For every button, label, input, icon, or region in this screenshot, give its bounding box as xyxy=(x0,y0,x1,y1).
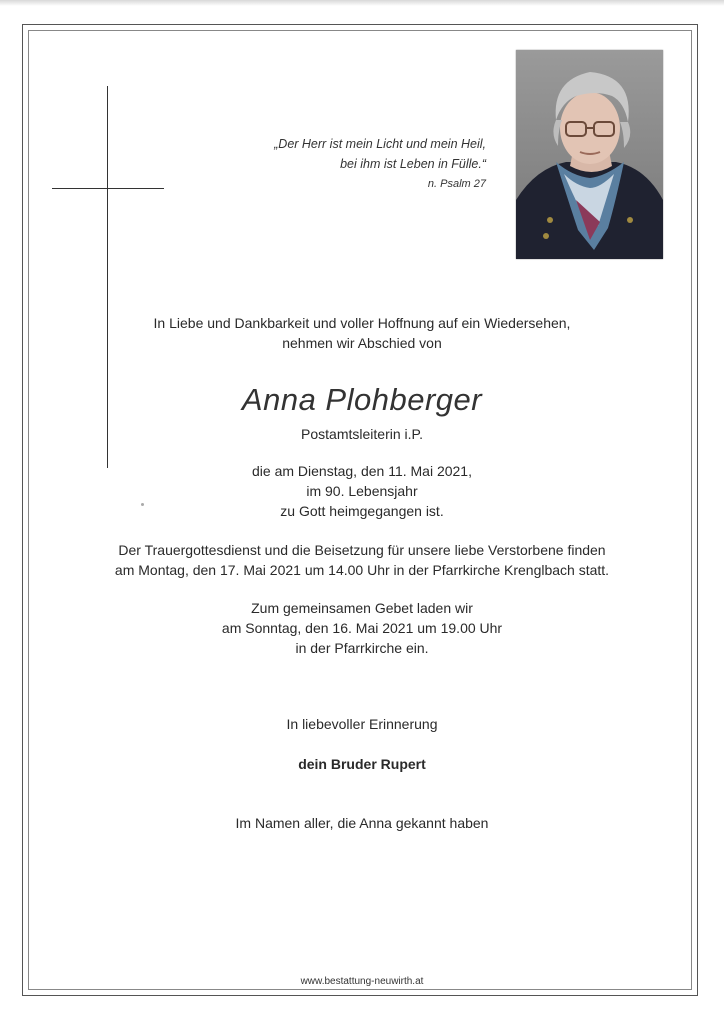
prayer-line-3: in der Pfarrkirche ein. xyxy=(295,640,429,656)
mourners-line: Im Namen aller, die Anna gekannt haben xyxy=(235,815,489,831)
intro-text xyxy=(0,313,724,353)
cross-icon-horizontal xyxy=(52,188,164,189)
footer-url[interactable]: www.bestattung-neuwirth.at xyxy=(300,976,424,987)
prayer-notice xyxy=(0,598,724,658)
quote-line-2: bei ihm ist Leben in Fülle.“ xyxy=(340,157,486,171)
intro-line-2: nehmen wir Abschied von xyxy=(282,335,442,351)
quote-source: n. Psalm 27 xyxy=(427,178,486,190)
funeral-line-2: am Montag, den 17. Mai 2021 um 14.00 Uhr in der Pfarrkirche Krenglbach statt. xyxy=(114,562,610,578)
death-line-3: zu Gott heimgegangen ist. xyxy=(280,503,444,519)
memory-line: In liebevoller Erinnerung xyxy=(286,716,438,732)
scan-speck xyxy=(141,503,144,506)
scan-edge-shadow xyxy=(0,0,724,6)
signature: dein Bruder Rupert xyxy=(298,756,426,772)
prayer-line-2: am Sonntag, den 16. Mai 2021 um 19.00 Uhr xyxy=(221,620,503,636)
deceased-title: Postamtsleiterin i.P. xyxy=(301,426,423,442)
bible-quote xyxy=(186,134,486,194)
deceased-name: Anna Plohberger xyxy=(241,382,483,417)
quote-line-1: „Der Herr ist mein Licht und mein Heil, xyxy=(274,137,486,151)
death-line-1: die am Dienstag, den 11. Mai 2021, xyxy=(252,463,472,479)
prayer-line-1: Zum gemeinsamen Gebet laden wir xyxy=(251,600,473,616)
death-line-2: im 90. Lebensjahr xyxy=(306,483,418,499)
funeral-line-1: Der Trauergottesdienst und die Beisetzung für unsere liebe Verstorbene finden xyxy=(118,542,606,558)
intro-line-1: In Liebe und Dankbarkeit und voller Hoffnung auf ein Wiedersehen, xyxy=(153,315,571,331)
death-notice xyxy=(0,461,724,521)
funeral-notice xyxy=(0,540,724,580)
portrait-photo xyxy=(516,50,663,259)
portrait-image xyxy=(516,50,663,259)
